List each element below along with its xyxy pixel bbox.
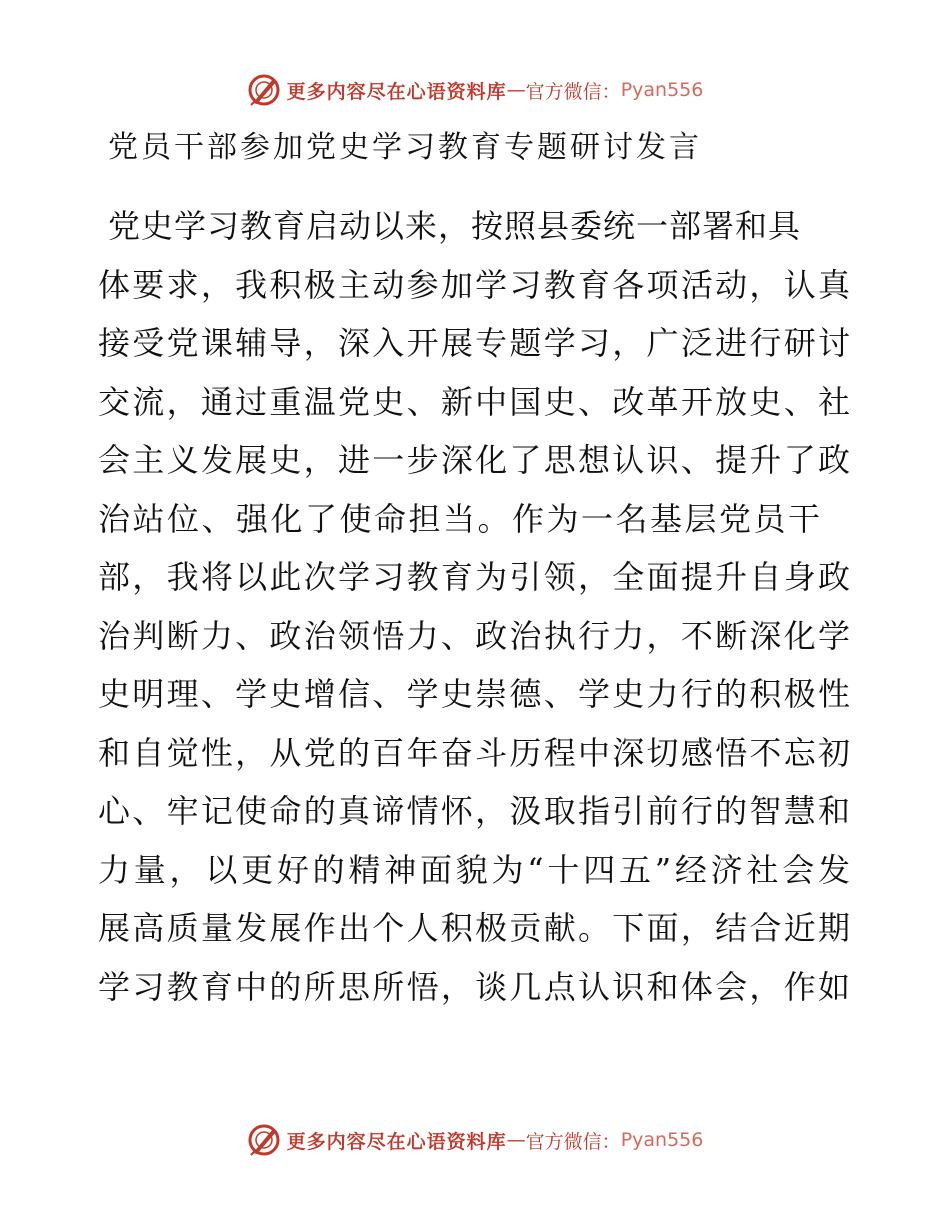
banner-wechat-id: Pyan556 [620, 1129, 704, 1151]
body-line: 心、牢记使命的真谛情怀，汲取指引前行的智慧和 [98, 792, 850, 830]
document-title: 党员干部参加党史学习教育专题研讨发言 [108, 130, 702, 165]
body-line: 党史学习教育启动以来，按照县委统一部署和具 [108, 207, 802, 245]
banner-main-text: 更多内容尽在心语资料库 [286, 1130, 507, 1153]
body-line: 力量，以更好的精神面貌为“十四五”经济社会发 [98, 850, 850, 889]
document-body [98, 197, 850, 1016]
banner-main-text: 更多内容尽在心语资料库 [286, 80, 507, 103]
body-line: 部，我将以此次学习教育为引领，全面提升自身政 [98, 558, 850, 596]
banner-separator: — [506, 1129, 526, 1151]
footer-banner [0, 1120, 950, 1160]
quill-pen-circle-logo-icon [247, 1123, 281, 1157]
body-line: 治判断力、政治领悟力、政治执行力，不断深化学 [98, 616, 850, 655]
body-line: 治站位、强化了使命担当。作为一名基层党员干 [98, 499, 823, 538]
body-line: 接受党课辅导，深入开展专题学习，广泛进行研讨 [98, 324, 850, 362]
header-banner [0, 70, 950, 110]
banner-separator: — [506, 79, 526, 101]
banner-wechat-id: Pyan556 [620, 79, 704, 101]
body-line: 学习教育中的所思所悟，谈几点认识和体会，作如 [98, 967, 850, 1006]
body-line: 和自觉性，从党的百年奋斗历程中深切感悟不忘初 [98, 733, 850, 772]
banner-wechat-label: 官方微信： [525, 1130, 621, 1153]
quill-pen-circle-logo-icon [247, 73, 281, 107]
body-line: 交流，通过重温党史、新中国史、改革开放史、社 [98, 382, 850, 421]
banner-wechat-label: 官方微信： [525, 80, 621, 103]
body-line: 史明理、学史增信、学史崇德、学史力行的积极性 [98, 675, 850, 713]
body-line: 展高质量发展作出个人积极贡献。下面，结合近期 [98, 909, 850, 947]
body-line: 体要求，我积极主动参加学习教育各项活动，认真 [98, 265, 850, 304]
body-line: 会主义发展史，进一步深化了思想认识、提升了政 [98, 441, 850, 479]
